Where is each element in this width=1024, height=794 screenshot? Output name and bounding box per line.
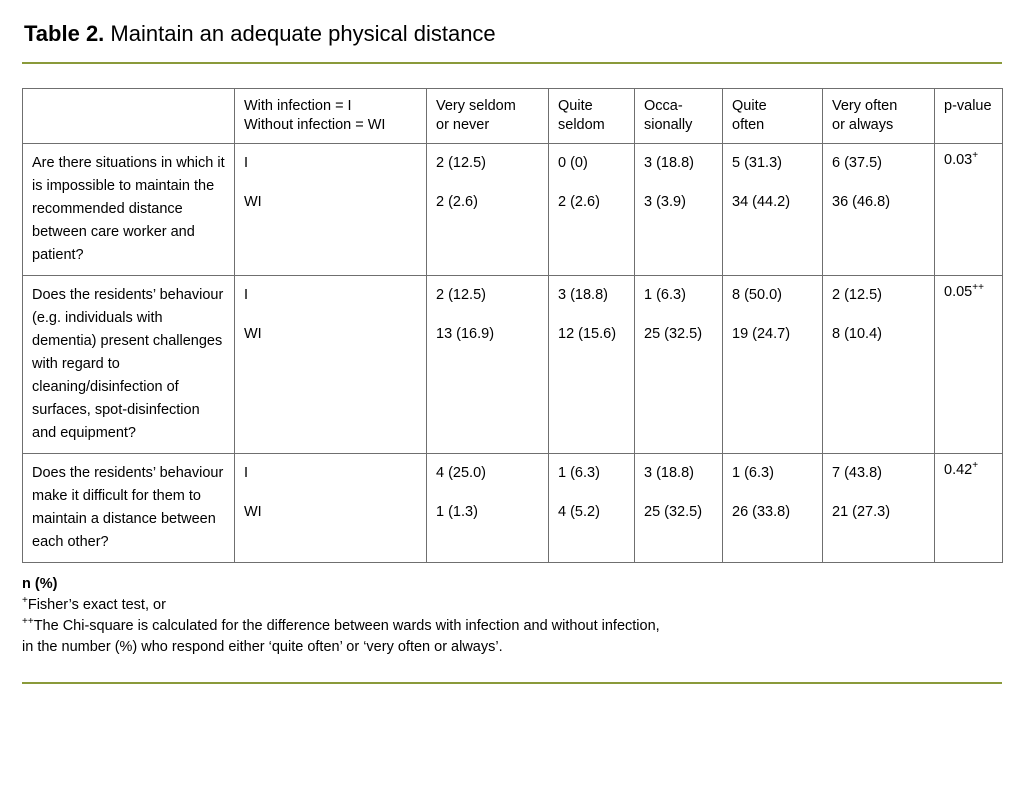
cell-occasionally [635,454,723,563]
row-question: Does the residents’ behaviour make it difficult for them to maintain a distance between each other? [23,454,235,563]
column-header-very-seldom [427,89,549,144]
cell-value-wi: 8 (10.4) [832,326,882,342]
cell-value-i: 1 (6.3) [558,465,600,481]
column-header-very-often-line1: Very often [832,98,898,114]
cell-pvalue [935,144,1003,276]
column-header-infection-line1: With infection = I [244,98,352,114]
column-header-question [23,89,235,144]
cell-quite-seldom [549,276,635,454]
group-label-i: I [244,287,249,303]
group-label-i: I [244,465,249,481]
cell-value-wi: 36 (46.8) [832,194,891,210]
column-header-occasionally-line1: Occa- [644,98,683,114]
footnote-fisher [22,595,1002,616]
cell-value-wi: 2 (2.6) [436,194,478,210]
table-caption-text: Maintain an adequate physical distance [104,21,496,46]
pvalue-text: 0.42 [944,462,973,478]
row-group-labels [235,276,427,454]
column-header-quite-seldom-line1: Quite [558,98,593,114]
footnote-chisquare [22,616,1002,637]
bottom-divider [22,682,1002,684]
column-header-quite-seldom [549,89,635,144]
cell-very-often [823,144,935,276]
cell-value-i: 3 (18.8) [644,155,694,171]
column-header-very-often [823,89,935,144]
footnote-chisquare-text: The Chi-square is calculated for the difference between wards with infection and without infection, [33,618,660,634]
column-header-very-often-line2: or always [832,117,894,133]
cell-value-i: 2 (12.5) [436,287,486,303]
cell-quite-often [723,454,823,563]
table-caption-label: Table 2. [24,21,105,46]
pvalue-footnote-marker: + [972,150,979,162]
cell-value-wi: 26 (33.8) [732,504,791,520]
group-label-wi: WI [244,326,262,342]
table-row [23,144,1003,276]
pvalue-text: 0.03 [944,152,973,168]
cell-pvalue [935,276,1003,454]
column-header-infection-line2: Without infection = WI [244,117,386,133]
cell-value-i: 2 (12.5) [832,287,882,303]
cell-value-i: 3 (18.8) [558,287,608,303]
pvalue-footnote-marker: + [972,460,979,472]
cell-value-i: 8 (50.0) [732,287,782,303]
column-header-occasionally [635,89,723,144]
cell-very-seldom [427,454,549,563]
group-label-wi: WI [244,504,262,520]
cell-value-wi: 3 (3.9) [644,194,686,210]
cell-value-wi: 12 (15.6) [558,326,617,342]
cell-quite-seldom [549,144,635,276]
column-header-quite-seldom-line2: seldom [558,117,605,133]
cell-value-wi: 13 (16.9) [436,326,495,342]
footnote-chisquare-cont: in the number (%) who respond either ‘quite often’ or ‘very often or always’. [22,639,503,655]
column-header-occasionally-line2: sionally [644,117,693,133]
data-table [22,88,1003,563]
cell-pvalue [935,454,1003,563]
cell-value-i: 5 (31.3) [732,155,782,171]
cell-value-i: 1 (6.3) [732,465,774,481]
column-header-very-seldom-line1: Very seldom [436,98,516,114]
cell-quite-often [723,276,823,454]
group-label-i: I [244,155,249,171]
cell-value-wi: 1 (1.3) [436,504,478,520]
cell-quite-seldom [549,454,635,563]
row-question: Does the residents’ behaviour (e.g. individuals with dementia) present challenges with regard to cleaning/disinfection of surfaces, spot-disinfection and equipment? [23,276,235,454]
cell-value-i: 7 (43.8) [832,465,882,481]
pvalue-text: 0.05 [944,284,973,300]
cell-value-wi: 25 (32.5) [644,504,703,520]
cell-very-seldom [427,144,549,276]
cell-very-often [823,454,935,563]
footnote-marker-double: ++ [22,616,34,628]
cell-quite-often [723,144,823,276]
row-question: Are there situations in which it is impossible to maintain the recommended distance between care worker and patient? [23,144,235,276]
cell-value-wi: 2 (2.6) [558,194,600,210]
row-group-labels [235,454,427,563]
footnote-n-percent: n (%) [22,576,58,592]
column-header-quite-often [723,89,823,144]
table-header-row [23,89,1003,144]
footnote-marker-single: + [22,595,28,607]
cell-value-wi: 19 (24.7) [732,326,791,342]
cell-occasionally [635,144,723,276]
pvalue-footnote-marker: ++ [972,282,984,294]
cell-value-i: 6 (37.5) [832,155,882,171]
cell-very-seldom [427,276,549,454]
table-row [23,454,1003,563]
table-caption [24,20,1002,48]
column-header-pvalue: p-value [935,89,1003,144]
cell-value-i: 4 (25.0) [436,465,486,481]
cell-value-wi: 21 (27.3) [832,504,891,520]
top-divider [22,62,1002,64]
column-header-infection [235,89,427,144]
group-label-wi: WI [244,194,262,210]
cell-value-wi: 34 (44.2) [732,194,791,210]
table-footnotes [22,574,1002,658]
column-header-quite-often-line1: Quite [732,98,767,114]
column-header-very-seldom-line2: or never [436,117,490,133]
cell-very-often [823,276,935,454]
cell-value-i: 2 (12.5) [436,155,486,171]
column-header-quite-often-line2: often [732,117,765,133]
cell-value-i: 3 (18.8) [644,465,694,481]
cell-value-i: 1 (6.3) [644,287,686,303]
row-group-labels [235,144,427,276]
footnote-fisher-text: Fisher’s exact test, or [27,597,166,613]
table-row [23,276,1003,454]
cell-value-wi: 4 (5.2) [558,504,600,520]
cell-occasionally [635,276,723,454]
cell-value-i: 0 (0) [558,155,588,171]
cell-value-wi: 25 (32.5) [644,326,703,342]
